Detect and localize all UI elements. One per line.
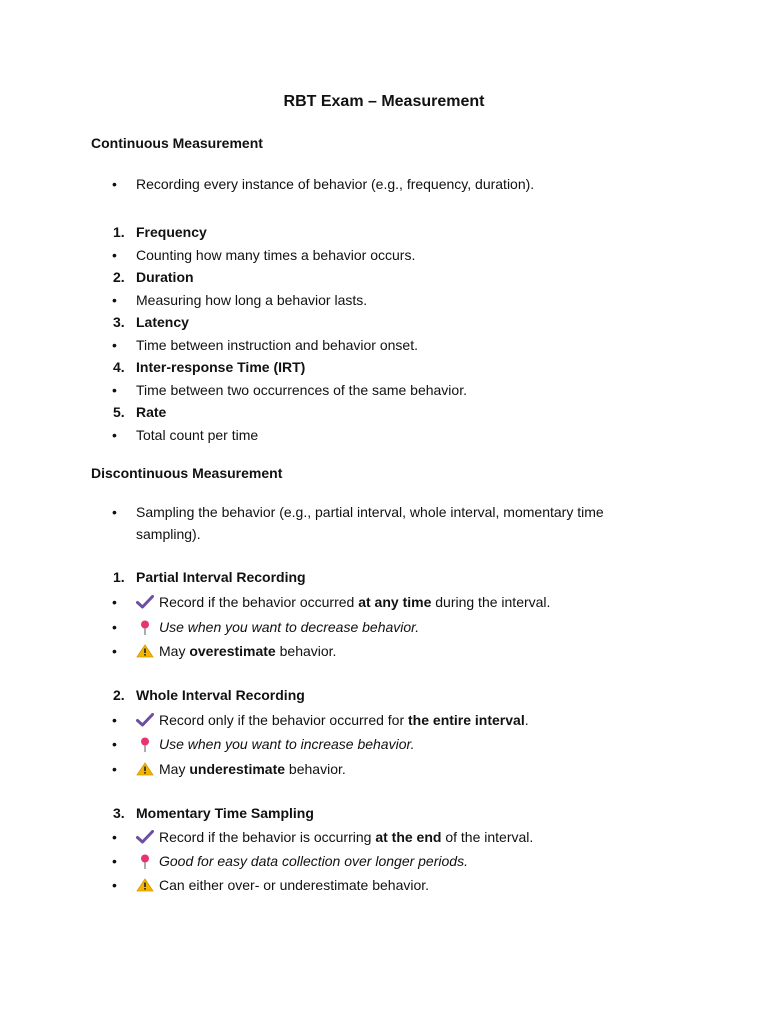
numbered-item <box>113 221 207 243</box>
bullet: • <box>112 853 117 869</box>
method-title: Partial Interval Recording <box>136 569 306 585</box>
list-item <box>112 173 535 195</box>
bullet: • <box>112 594 117 610</box>
pin-text: Use when you want to increase behavior. <box>159 736 415 752</box>
item-number: 1. <box>113 224 125 240</box>
bullet: • <box>112 877 117 893</box>
numbered-item <box>113 356 306 378</box>
list-item <box>112 733 415 755</box>
section-heading-continuous: Continuous Measurement <box>91 135 263 151</box>
term-description: Total count per time <box>136 427 259 443</box>
bullet: • <box>112 337 117 353</box>
check-mark-icon <box>136 595 154 609</box>
numbered-item <box>113 311 189 333</box>
warn-text-end: Can either over- or underestimate behavior. <box>159 877 430 893</box>
term-description: Time between instruction and behavior onset. <box>136 337 418 353</box>
bullet: • <box>112 643 117 659</box>
item-number: 4. <box>113 359 125 375</box>
check-emphasis: at the end <box>375 829 442 845</box>
list-item <box>112 758 346 780</box>
warn-text: May <box>159 643 190 659</box>
pushpin-icon <box>136 737 154 751</box>
bullet: • <box>112 829 117 845</box>
term-irt: Inter-response Time (IRT) <box>136 359 306 375</box>
item-number: 3. <box>113 805 125 821</box>
list-item <box>112 244 416 266</box>
bullet: • <box>112 619 117 635</box>
method-title: Whole Interval Recording <box>136 687 305 703</box>
bullet: • <box>112 504 117 520</box>
item-number: 2. <box>113 687 125 703</box>
bullet: • <box>112 427 117 443</box>
check-mark-icon <box>136 713 154 727</box>
term-description: Time between two occurrences of the same behavior. <box>136 382 467 398</box>
list-item <box>112 874 430 896</box>
check-emphasis: the entire interval <box>408 712 525 728</box>
term-frequency: Frequency <box>136 224 207 240</box>
intro-text: Sampling the behavior (e.g., partial interval, whole interval, momentary time sampling). <box>136 504 604 542</box>
numbered-item <box>113 802 314 824</box>
bullet: • <box>112 382 117 398</box>
list-item <box>112 501 656 545</box>
bullet: • <box>112 736 117 752</box>
method-title: Momentary Time Sampling <box>136 805 314 821</box>
warning-icon <box>136 762 154 776</box>
check-text-end: . <box>524 712 529 728</box>
numbered-item <box>113 266 194 288</box>
list-item <box>112 826 534 848</box>
numbered-item <box>113 566 306 588</box>
list-item <box>112 640 337 662</box>
term-rate: Rate <box>136 404 167 420</box>
warning-icon <box>136 878 154 892</box>
list-item <box>112 709 529 731</box>
pushpin-icon <box>136 854 154 868</box>
list-item <box>112 334 418 356</box>
warn-emphasis: overestimate <box>189 643 276 659</box>
check-text: Record only if the behavior occurred for <box>159 712 409 728</box>
item-number: 2. <box>113 269 125 285</box>
term-description: Counting how many times a behavior occurs. <box>136 247 416 263</box>
bullet: • <box>112 247 117 263</box>
warn-text-end: behavior. <box>285 761 346 777</box>
pin-text: Use when you want to decrease behavior. <box>159 619 420 635</box>
numbered-item <box>113 401 167 423</box>
list-item <box>112 289 368 311</box>
pushpin-icon <box>136 620 154 634</box>
list-item <box>112 379 467 401</box>
term-duration: Duration <box>136 269 194 285</box>
item-number: 5. <box>113 404 125 420</box>
bullet: • <box>112 712 117 728</box>
warn-emphasis: underestimate <box>189 761 286 777</box>
check-text-end: of the interval. <box>441 829 534 845</box>
term-latency: Latency <box>136 314 189 330</box>
bullet: • <box>112 761 117 777</box>
list-item <box>112 591 551 613</box>
bullet: • <box>112 176 117 192</box>
warning-icon <box>136 644 154 658</box>
document-title: RBT Exam – Measurement <box>283 93 485 110</box>
warn-text-end: behavior. <box>275 643 337 659</box>
check-emphasis: at any time <box>358 594 432 610</box>
pin-text: Good for easy data collection over longer periods. <box>159 853 468 869</box>
list-item <box>112 616 420 638</box>
check-text: Record if the behavior occurred <box>159 594 359 610</box>
warn-text: May <box>159 761 190 777</box>
item-number: 1. <box>113 569 125 585</box>
term-description: Measuring how long a behavior lasts. <box>136 292 368 308</box>
check-text: Record if the behavior is occurring <box>159 829 376 845</box>
bullet: • <box>112 292 117 308</box>
check-text-end: during the interval. <box>431 594 551 610</box>
numbered-item <box>113 684 305 706</box>
list-item <box>112 424 259 446</box>
intro-text: Recording every instance of behavior (e.g., frequency, duration). <box>136 176 535 192</box>
check-mark-icon <box>136 830 154 844</box>
section-heading-discontinuous: Discontinuous Measurement <box>91 465 283 481</box>
item-number: 3. <box>113 314 125 330</box>
list-item <box>112 850 468 872</box>
